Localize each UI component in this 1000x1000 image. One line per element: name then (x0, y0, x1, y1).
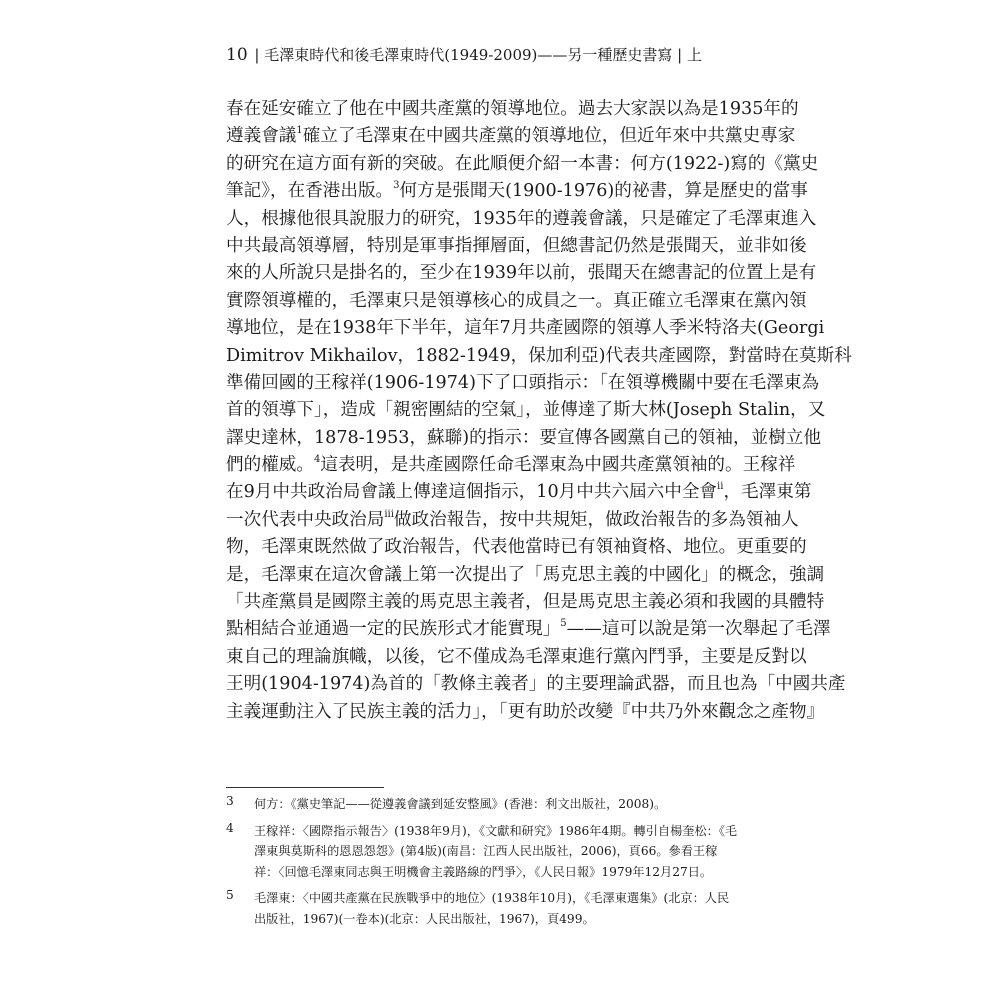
text-segment: ——這可以說是第一次舉起了毛澤 (566, 619, 831, 640)
footnote (226, 821, 758, 883)
footnote-marker: 3 (393, 180, 400, 192)
footnote-marker: 1 (296, 125, 303, 137)
footnote (226, 888, 758, 929)
text-line (226, 671, 846, 698)
text-line (226, 260, 817, 287)
text-segment: 「共產黨員是國際主義的馬克思主義者，但是馬克思主義必須和我國的具體特 (226, 592, 825, 613)
text-line (226, 534, 807, 561)
footnote-marker: iii (384, 508, 394, 520)
text-line (226, 343, 852, 370)
text-segment: 在9月中共政治局會議上傳達這個指示，10月中共六屆六中全會 (226, 482, 718, 503)
footnote-line: 何方：《黨史筆記——從遵義會議到延安整風》(香港：利文出版社，2008)。 (254, 797, 667, 811)
text-segment: 遵義會議 (226, 126, 297, 147)
text-segment: 來的人所說只是掛名的，至少在1939年以前，張聞天在總書記的位置上是有 (226, 263, 817, 284)
footnote-rule (226, 787, 384, 788)
text-segment: 這表明，是共產國際任命毛澤東為中國共產黨領袖的。王稼祥 (320, 455, 796, 476)
text-segment: 王明(1904-1974)為首的「教條主義者」的主要理論武器，而且也為「中國共產 (226, 674, 846, 695)
footnote-marker: ii (717, 481, 724, 493)
header-separator: | (254, 46, 260, 64)
text-line (226, 123, 796, 150)
running-header (226, 44, 702, 65)
footnote-line: 澤東與莫斯科的恩恩怨怨》(第4版)(南昌：江西人民出版社，2006)，頁66。參看王稼 (254, 844, 718, 858)
text-segment: 點相結合並通過一定的民族形式才能實現」 (226, 619, 561, 640)
footnote (226, 794, 758, 815)
running-title: 毛澤東時代和後毛澤東時代(1949-2009)——另一種歷史書寫 (264, 46, 673, 64)
text-segment: 春在延安確立了他在中國共產黨的領導地位。過去大家誤以為是1935年的 (226, 99, 799, 119)
text-segment: 實際領導權的，毛澤東只是領導核心的成員之一。真正確立毛澤東在黨內領 (226, 290, 807, 311)
text-segment: 確立了毛澤東在中國共產黨的領導地位，但近年來中共黨史專家 (302, 126, 796, 147)
text-segment: 的研究在這方面有新的突破。在此順便介紹一本書：何方(1922-)寫的《黨史 (226, 153, 819, 174)
text-segment: 首的領導下」，造成「親密團結的空氣」，並傳達了斯大林(Joseph Stalin，又 (226, 400, 826, 421)
text-line (226, 562, 825, 589)
text-line (226, 616, 831, 643)
text-segment: 主義運動注入了民族主義的活力」，「更有助於改變『中共乃外來觀念之產物』 (226, 701, 825, 722)
text-line (226, 425, 821, 452)
footnote-number: 5 (226, 888, 234, 902)
text-line (226, 479, 812, 506)
text-line (226, 644, 807, 671)
text-segment: ，毛澤東第 (723, 482, 812, 503)
text-segment: 中共最高領導層，特別是軍事指揮層面，但總書記仍然是張聞天，並非如後 (226, 235, 807, 256)
text-line (226, 452, 796, 479)
text-line (226, 397, 826, 424)
text-line (226, 288, 807, 315)
footnote-number: 3 (226, 794, 234, 808)
part-label: 上 (687, 46, 703, 64)
text-segment: 是，毛澤東在這次會議上第一次提出了「馬克思主義的中國化」的概念，強調 (226, 564, 825, 585)
text-line (226, 589, 825, 616)
text-segment: 們的權威。 (226, 455, 314, 476)
text-line (226, 233, 807, 260)
text-line (226, 507, 799, 534)
text-line (226, 206, 817, 233)
footnotes (226, 794, 758, 935)
text-line (226, 151, 819, 178)
part-separator: | (677, 46, 683, 64)
footnote-number: 4 (226, 820, 234, 835)
text-line (226, 178, 808, 205)
page-number: 10 (226, 45, 248, 65)
text-segment: 人，根據他很具說服力的研究，1935年的遵義會議，只是確定了毛澤東進入 (226, 208, 817, 229)
text-segment: 物，毛澤東既然做了政治報告，代表他當時已有領袖資格、地位。更重要的 (226, 537, 807, 558)
text-line (226, 96, 799, 123)
text-segment: 做政治報告，按中共規矩，做政治報告的多為領袖人 (393, 509, 799, 530)
footnote-line: 毛澤東：〈中國共產黨在民族戰爭中的地位〉(1938年10月)，《毛澤東選集》(北京：人民 (254, 891, 730, 905)
text-segment: 導地位，是在1938年下半年，這年7月共產國際的領導人季米特洛夫(Georgi (226, 318, 825, 339)
body-text (226, 96, 852, 726)
text-segment: 東自己的理論旗幟，以後，它不僅成為毛澤東進行黨內鬥爭，主要是反對以 (226, 646, 807, 667)
text-segment: 何方是張聞天(1900-1976)的祕書，算是歷史的當事 (399, 181, 808, 202)
text-line (226, 315, 825, 342)
footnote-line: 王稼祥：〈國際指示報告〉(1938年9月)，《文獻和研究》1986年4期。轉引自楊奎松：《毛 (254, 823, 738, 838)
text-line (226, 699, 825, 726)
text-segment: 譯史達林，1878-1953，蘇聯)的指示：要宣傳各國黨自己的領袖，並樹立他 (226, 427, 821, 448)
footnote-marker: 4 (313, 454, 321, 466)
text-segment: 筆記》，在香港出版。 (226, 181, 394, 202)
text-segment: 一次代表中央政治局 (226, 509, 385, 530)
text-segment: 準備回國的王稼祥(1906-1974)下了口頭指示：「在領導機關中要在毛澤東為 (226, 372, 820, 393)
text-segment: Dimitrov Mikhailov，1882-1949，保加利亞)代表共產國際，對當時在莫斯科 (226, 345, 852, 366)
footnote-marker: 5 (560, 618, 567, 630)
footnote-line: 出版社，1967)(一卷本)(北京：人民出版社，1967)，頁499。 (254, 911, 595, 926)
text-line (226, 370, 820, 397)
footnote-line: 祥：〈回憶毛澤東同志與王明機會主義路線的鬥爭〉，《人民日報》1979年12月27日。 (254, 864, 713, 879)
